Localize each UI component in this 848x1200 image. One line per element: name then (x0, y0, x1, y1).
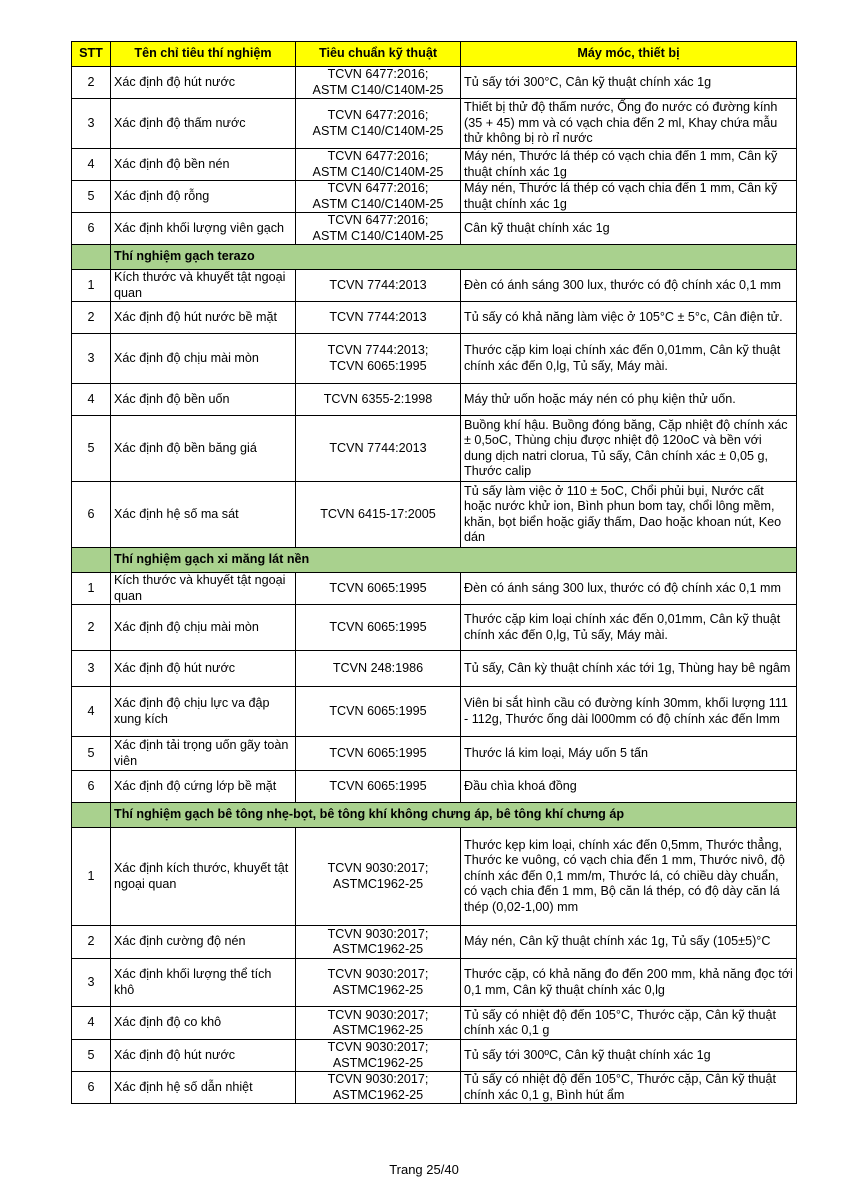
table-row (72, 959, 797, 1007)
row-equipment: Máy thử uốn hoặc máy nén có phụ kiện thử uốn. (461, 384, 797, 416)
row-standard (296, 959, 461, 1007)
page-number: Trang 25/40 (389, 1162, 459, 1177)
standard-line-1: TCVN 9030:2017; (327, 967, 429, 981)
row-name: Xác định độ chịu mài mòn (111, 605, 296, 651)
row-stt: 5 (72, 737, 111, 771)
standard-line-1: TCVN 6065:1995 (329, 745, 427, 760)
row-stt: 4 (72, 149, 111, 181)
row-standard (296, 573, 461, 605)
row-standard (296, 181, 461, 213)
standard-line-2: ASTMC1962-25 (332, 1023, 424, 1037)
row-equipment: Máy nén, Thước lá thép có vạch chia đến 1 mm, Cân kỹ thuật chính xác 1g (461, 149, 797, 181)
header-name: Tên chỉ tiêu thí nghiệm (111, 42, 296, 67)
standard-line-2: TCVN 6065:1995 (329, 358, 427, 373)
standard-line-2: ASTM C140/C140M-25 (312, 196, 444, 211)
table-row (72, 737, 797, 771)
standard-line-1: TCVN 7744:2013; (327, 343, 429, 357)
row-equipment: Đèn có ánh sáng 300 lux, thước có độ chính xác 0,1 mm (461, 573, 797, 605)
row-name: Xác định độ bền nén (111, 149, 296, 181)
row-equipment: Cân kỹ thuật chính xác 1g (461, 213, 797, 245)
standard-line-2: ASTMC1962-25 (332, 876, 424, 891)
standard-line-1: TCVN 6477:2016; (327, 149, 429, 163)
standard-line-1: TCVN 9030:2017; (327, 1072, 429, 1086)
table-row (72, 99, 797, 149)
row-standard (296, 302, 461, 334)
row-standard (296, 687, 461, 737)
row-name: Xác định kích thước, khuyết tật ngoại quan (111, 828, 296, 926)
row-name: Xác định độ bền uốn (111, 384, 296, 416)
standard-line-1: TCVN 6477:2016; (327, 67, 429, 81)
row-standard (296, 482, 461, 548)
table-row (72, 149, 797, 181)
row-name: Xác định độ rỗng (111, 181, 296, 213)
row-stt: 3 (72, 959, 111, 1007)
row-stt: 2 (72, 926, 111, 959)
row-name: Xác định khối lượng viên gạch (111, 213, 296, 245)
row-equipment: Tủ sấy có nhiệt độ đến 105°C, Thước cặp, Cân kỹ thuật chính xác 0,1 g (461, 1007, 797, 1040)
header-stt: STT (72, 42, 111, 67)
table-row (72, 482, 797, 548)
table-row (72, 828, 797, 926)
row-standard (296, 384, 461, 416)
row-standard (296, 1007, 461, 1040)
standard-line-1: TCVN 7744:2013 (329, 277, 427, 292)
standard-line-1: TCVN 6065:1995 (329, 580, 427, 595)
standard-line-1: TCVN 7744:2013 (329, 440, 427, 455)
section-spacer (72, 803, 111, 828)
test-table (71, 41, 797, 1104)
row-equipment: Viên bi sắt hình cầu có đường kính 30mm, khối lượng 111 - 112g, Thước ống dài l000mm có độ chính xác đến lmm (461, 687, 797, 737)
row-equipment: Thiết bị thử độ thấm nước, Ống đo nước có đường kính (35 + 45) mm và có vạch chia đến 2 ml, Khay chứa mẫu thử không bị rò rỉ nước (461, 99, 797, 149)
row-standard (296, 1072, 461, 1104)
table-row (72, 384, 797, 416)
row-equipment: Tủ sấy có nhiệt độ đến 105°C, Thước cặp, Cân kỹ thuật chính xác 0,1 g, Bình hút ẩm (461, 1072, 797, 1104)
row-name: Xác định độ hút nước bề mặt (111, 302, 296, 334)
row-stt: 6 (72, 482, 111, 548)
row-name: Xác định độ chịu mài mòn (111, 334, 296, 384)
row-stt: 1 (72, 270, 111, 302)
row-stt: 5 (72, 416, 111, 482)
row-equipment: Thước cặp kim loại chính xác đến 0,01mm, Cân kỹ thuật chính xác đến 0,lg, Tủ sấy, Máy mài. (461, 605, 797, 651)
header-standard: Tiêu chuẩn kỹ thuật (296, 42, 461, 67)
row-name: Xác định hệ số ma sát (111, 482, 296, 548)
row-stt: 6 (72, 1072, 111, 1104)
standard-line-1: TCVN 6477:2016; (327, 213, 429, 227)
table-row (72, 213, 797, 245)
row-standard (296, 416, 461, 482)
section-title: Thí nghiệm gạch bê tông nhẹ-bọt, bê tông khí không chưng áp, bê tông khí chưng áp (111, 803, 797, 828)
row-standard (296, 771, 461, 803)
section-spacer (72, 548, 111, 573)
row-standard (296, 67, 461, 99)
row-equipment: Máy nén, Cân kỹ thuật chính xác 1g, Tủ sấy (105±5)°C (461, 926, 797, 959)
row-equipment: Tủ sấy có khả năng làm việc ở 105°C ± 5°c, Cân điện tử. (461, 302, 797, 334)
standard-line-2: ASTMC1962-25 (332, 982, 424, 997)
row-stt: 4 (72, 1007, 111, 1040)
section-row (72, 548, 797, 573)
row-stt: 5 (72, 1040, 111, 1072)
row-name: Xác định độ hút nước (111, 1040, 296, 1072)
row-stt: 1 (72, 573, 111, 605)
table-row (72, 605, 797, 651)
standard-line-2: ASTM C140/C140M-25 (312, 164, 444, 179)
table-header-row (72, 42, 797, 67)
row-equipment: Tủ sấy làm việc ở 110 ± 5oC, Chổi phủi bụi, Nước cất hoặc nước khử ion, Bình phun bom tay, chổi lông mềm, khăn, bọt biển hoặc giấy thấm, Dao hoặc khoan nút, Keo dán (461, 482, 797, 548)
row-stt: 3 (72, 651, 111, 687)
standard-line-1: TCVN 6477:2016; (327, 108, 429, 122)
row-equipment: Tủ sấy tới 300°C, Cân kỹ thuật chính xác 1g (461, 67, 797, 99)
table-row (72, 926, 797, 959)
table-row (72, 270, 797, 302)
standard-line-1: TCVN 6415-17:2005 (320, 506, 436, 521)
table-row (72, 1007, 797, 1040)
row-stt: 1 (72, 828, 111, 926)
standard-line-1: TCVN 248:1986 (332, 660, 424, 675)
row-standard (296, 926, 461, 959)
standard-line-1: TCVN 7744:2013 (329, 309, 427, 324)
row-stt: 2 (72, 605, 111, 651)
row-name: Xác định hệ số dẫn nhiệt (111, 1072, 296, 1104)
row-standard (296, 149, 461, 181)
row-name: Xác định cường độ nén (111, 926, 296, 959)
row-equipment: Thước cặp kim loại chính xác đến 0,01mm, Cân kỹ thuật chính xác đến 0,lg, Tủ sấy, Máy mài. (461, 334, 797, 384)
table-row (72, 1040, 797, 1072)
row-standard (296, 828, 461, 926)
table-row (72, 771, 797, 803)
row-name: Xác định độ co khô (111, 1007, 296, 1040)
section-title: Thí nghiệm gạch terazo (111, 245, 797, 270)
row-standard (296, 651, 461, 687)
row-equipment: Máy nén, Thước lá thép có vạch chia đến 1 mm, Cân kỹ thuật chính xác 1g (461, 181, 797, 213)
standard-line-2: ASTMC1962-25 (332, 1087, 424, 1102)
row-name: Kích thước và khuyết tật ngoại quan (111, 573, 296, 605)
row-name: Xác định độ cứng lớp bề mặt (111, 771, 296, 803)
row-standard (296, 1040, 461, 1072)
row-stt: 6 (72, 771, 111, 803)
standard-line-1: TCVN 6355-2:1998 (323, 391, 433, 406)
row-standard (296, 213, 461, 245)
row-standard (296, 270, 461, 302)
standard-line-1: TCVN 6065:1995 (329, 703, 427, 718)
row-stt: 3 (72, 99, 111, 149)
table-row (72, 573, 797, 605)
standard-line-1: TCVN 9030:2017; (327, 1040, 429, 1054)
table-row (72, 334, 797, 384)
standard-line-2: ASTM C140/C140M-25 (312, 123, 444, 138)
table-row (72, 181, 797, 213)
row-name: Kích thước và khuyết tật ngoại quan (111, 270, 296, 302)
standard-line-1: TCVN 6065:1995 (329, 619, 427, 634)
standard-line-2: ASTMC1962-25 (332, 942, 424, 956)
standard-line-1: TCVN 6477:2016; (327, 181, 429, 195)
row-equipment: Đèn có ánh sáng 300 lux, thước có độ chính xác 0,1 mm (461, 270, 797, 302)
row-stt: 5 (72, 181, 111, 213)
row-equipment: Tủ sấy, Cân kỳ thuật chính xác tới 1g, Thùng hay bê ngâm (461, 651, 797, 687)
row-equipment: Thước kẹp kim loại, chính xác đến 0,5mm, Thước thẳng, Thước ke vuông, có vạch chia đến 1 mm, Thước nivô, độ chính xác đến 0,1 mm/m, Thước lá, có chiều dày chuẩn, có vạch chia đến 1 mm, Bộ căn lá thép, có độ dày căn lá thép (0,02-1,00) mm (461, 828, 797, 926)
section-spacer (72, 245, 111, 270)
row-name: Xác định độ thấm nước (111, 99, 296, 149)
table-row (72, 302, 797, 334)
standard-line-1: TCVN 6065:1995 (329, 778, 427, 793)
section-row (72, 245, 797, 270)
row-stt: 3 (72, 334, 111, 384)
row-stt: 6 (72, 213, 111, 245)
row-equipment: Tủ sấy tới 300ºC, Cân kỹ thuật chính xác 1g (461, 1040, 797, 1072)
standard-line-1: TCVN 9030:2017; (327, 1007, 429, 1022)
row-name: Xác định độ hút nước (111, 67, 296, 99)
row-standard (296, 737, 461, 771)
standard-line-1: TCVN 9030:2017; (327, 926, 429, 941)
table-row (72, 687, 797, 737)
standard-line-2: ASTM C140/C140M-25 (312, 82, 444, 97)
table-row (72, 1072, 797, 1104)
section-row (72, 803, 797, 828)
row-equipment: Thước lá kim loại, Máy uốn 5 tấn (461, 737, 797, 771)
row-name: Xác định độ bền băng giá (111, 416, 296, 482)
row-name: Xác định khối lượng thể tích khô (111, 959, 296, 1007)
row-standard (296, 99, 461, 149)
row-equipment: Đầu chìa khoá đồng (461, 771, 797, 803)
row-equipment: Buồng khí hậu. Buồng đóng băng, Cặp nhiệt độ chính xác ± 0,5oC, Thùng chịu được nhiệt độ 120oC và bền với dung dịch natri clorua, Tủ sấy, Cân chính xác ± 0,05 g, Thước calip (461, 416, 797, 482)
table-row (72, 651, 797, 687)
row-name: Xác định tải trọng uốn gãy toàn viên (111, 737, 296, 771)
row-stt: 4 (72, 384, 111, 416)
section-title: Thí nghiệm gạch xi măng lát nền (111, 548, 797, 573)
row-standard (296, 334, 461, 384)
table-row (72, 67, 797, 99)
row-stt: 2 (72, 67, 111, 99)
row-name: Xác định độ chịu lực va đập xung kích (111, 687, 296, 737)
row-name: Xác định độ hút nước (111, 651, 296, 687)
row-stt: 4 (72, 687, 111, 737)
standard-line-1: TCVN 9030:2017; (327, 861, 429, 875)
row-equipment: Thước cặp, có khả năng đo đến 200 mm, khả năng đọc tới 0,1 mm, Cân kỹ thuật chính xác 0,lg (461, 959, 797, 1007)
row-standard (296, 605, 461, 651)
header-equipment: Máy móc, thiết bị (461, 42, 797, 67)
table-row (72, 416, 797, 482)
standard-line-2: ASTMC1962-25 (332, 1055, 424, 1070)
standard-line-2: ASTM C140/C140M-25 (312, 228, 444, 243)
row-stt: 2 (72, 302, 111, 334)
